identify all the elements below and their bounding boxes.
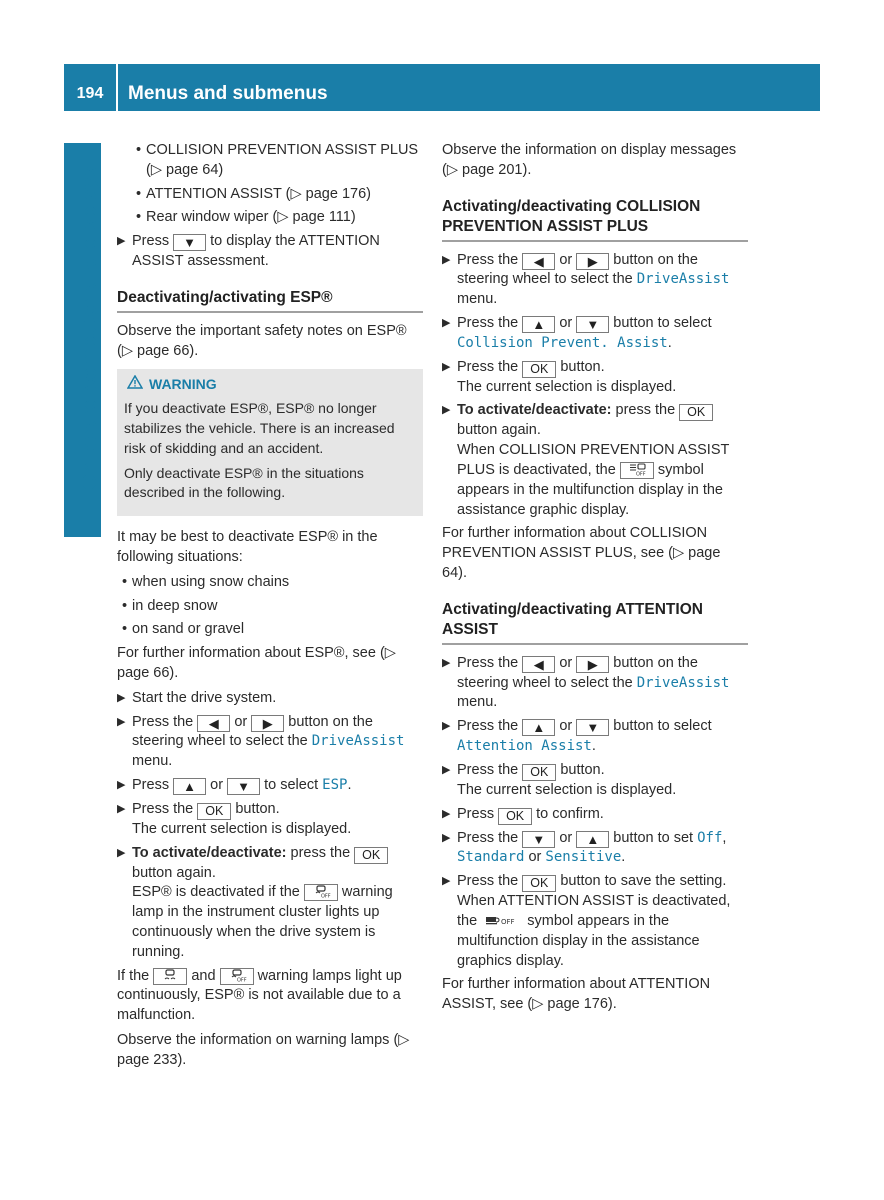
key-ok-icon: OK [197,803,231,820]
svg-text:OFF: OFF [236,977,247,982]
instruction-step: ▶ Start the drive system. [117,689,423,709]
step-arrow-icon: ▶ [442,875,451,888]
step-arrow-icon: ▶ [442,763,451,776]
instruction-step: ▶ Press the ◀ or ▶ button on the steering wheel to select the DriveAssist menu. [442,654,730,711]
chapter-title: Menus and submenus [128,83,328,104]
instruction-step: ▶ Press OK to confirm. [442,805,604,823]
paragraph: If the and OFF warning lamps light up continuously, ESP® is not available due to a malfunction. [117,967,402,1024]
step-arrow-icon: ▶ [117,846,126,859]
svg-text:OFF: OFF [635,471,646,476]
key-left-icon: ◀ [522,656,555,673]
list-item: • Rear window wiper (▷ page 111) [131,208,423,228]
header-divider [116,64,118,111]
step-arrow-icon: ▶ [442,253,451,266]
list-item: • COLLISION PREVENTION ASSIST PLUS (▷ page 64) [131,141,423,181]
instruction-step: ▶ Press the OK button. The current selection is displayed. [117,800,352,837]
step-arrow-icon: ▶ [117,235,126,248]
section-heading-attention-assist: Activating/deactivating ATTENTION ASSIST [442,600,748,645]
step-arrow-icon: ▶ [442,316,451,329]
step-arrow-icon: ▶ [117,715,126,728]
warning-text: If you deactivate ESP®, ESP® no longer stabilizes the vehicle. There is an increased risk of skidding and an accident. [124,400,395,456]
esp-off-lamp-icon [220,968,254,985]
svg-text:OFF: OFF [501,917,515,926]
step-arrow-icon: ▶ [117,778,126,791]
setting-value: Sensitive [545,849,622,866]
key-ok-icon: OK [522,875,556,892]
step-arrow-icon: ▶ [117,691,126,704]
key-ok-icon: OK [522,361,556,378]
key-down-icon: ▼ [522,831,555,848]
key-down-icon: ▼ [173,234,206,251]
setting-value: Standard [457,849,525,866]
list-item: • on sand or gravel [117,620,423,640]
key-left-icon: ◀ [522,253,555,270]
list-item: • in deep snow [117,597,423,617]
page-number: 194 [76,85,104,102]
side-tab-label: On-board computer and displays [78,165,101,490]
key-down-icon: ▼ [576,316,609,333]
left-column [117,141,423,1075]
instruction-step: ▶ Press the OK button. The current selection is displayed. [442,761,677,798]
instruction-step: ▶ To activate/deactivate: press the OK button again. ESP® is deactivated if the OFF warning lamp in the instrument cluster lights up continuously when the drive system is running. [117,844,393,960]
step-arrow-icon: ▶ [442,720,451,733]
menu-item: Attention Assist [457,737,592,754]
warning-title: WARNING [127,375,416,395]
warning-box [117,369,423,516]
step-arrow-icon: ▶ [442,404,451,417]
list-item: • ATTENTION ASSIST (▷ page 176) [131,185,423,205]
key-ok-icon: OK [498,808,532,825]
key-right-icon: ▶ [576,656,609,673]
esp-lamp-icon [153,968,187,985]
menu-item: Collision Prevent. Assist [457,334,668,351]
step-arrow-icon: ▶ [117,802,126,815]
key-left-icon: ◀ [197,715,230,732]
instruction-step: ▶ Press ▲ or ▼ to select ESP. [117,776,352,794]
key-up-icon: ▲ [522,316,555,333]
setting-value: Off [697,829,723,846]
key-ok-icon: OK [679,404,713,421]
section-heading-cpa: Activating/deactivating COLLISION PREVENTION ASSIST PLUS [442,197,748,242]
paragraph: Observe the information on warning lamps (▷ page 233). [117,1031,410,1068]
instruction-step: ▶ Press the OK button. The current selection is displayed. [442,358,677,395]
key-right-icon: ▶ [251,715,284,732]
warning-text: Only deactivate ESP® in the situations described in the following. [124,464,364,501]
step-arrow-icon: ▶ [442,656,451,669]
paragraph: Observe the information on display messages (▷ page 201). [442,142,737,178]
right-column [442,141,748,1020]
section-heading-esp: Deactivating/activating ESP® [117,288,423,313]
list-item: • when using snow chains [117,573,423,593]
key-up-icon: ▲ [173,778,206,795]
warning-triangle-icon [127,375,145,395]
menu-item: ESP [322,776,348,793]
key-down-icon: ▼ [576,719,609,736]
key-ok-icon: OK [522,764,556,781]
paragraph: For further information about ATTENTION ASSIST, see (▷ page 176). [442,976,711,1013]
key-up-icon: ▲ [522,719,555,736]
instruction-step: ▶ Press the OK button to save the setting. When ATTENTION ASSIST is deactivated, the OFF symbol appears in the multifunction display in the assistance graphics display. [442,873,731,969]
paragraph: It may be best to deactivate ESP® in the following situations: [117,529,378,565]
step-arrow-icon: ▶ [442,831,451,844]
key-ok-icon: OK [354,847,388,864]
step-arrow-icon: ▶ [442,807,451,820]
esp-off-lamp-icon [304,884,338,901]
instruction-step: ▶ Press the ◀ or ▶ button on the steering wheel to select the DriveAssist menu. [442,251,730,308]
instruction-step: ▶ Press the ▲ or ▼ button to select Collision Prevent. Assist. [442,314,712,351]
attention-assist-off-icon [481,914,523,931]
menu-name: DriveAssist [311,733,405,750]
key-up-icon: ▲ [576,831,609,848]
svg-text:OFF: OFF [320,893,331,899]
paragraph: For further information about COLLISION PREVENTION ASSIST PLUS, see (▷ page 64). [442,525,721,581]
instruction-step: ▶ Press the ◀ or ▶ button on the steering wheel to select the DriveAssist menu. [117,713,405,770]
instruction-step: ▶ To activate/deactivate: press the OK button again. When COLLISION PREVENTION ASSIST PLUS is deactivated, the OFF symbol appears in the multifunction display in the assistance graphic display. [442,402,730,518]
key-right-icon: ▶ [576,253,609,270]
menu-name: DriveAssist [636,271,730,288]
paragraph: For further information about ESP®, see (▷ page 66). [117,645,396,681]
menu-name: DriveAssist [636,674,730,691]
collision-assist-off-icon [620,462,654,479]
instruction-step: ▶ Press ▼ to display the ATTENTION ASSIST assessment. [117,233,380,269]
paragraph: Observe the important safety notes on ESP® (▷ page 66). [117,322,407,359]
key-down-icon: ▼ [227,778,260,795]
instruction-step: ▶ Press the ▲ or ▼ button to select Attention Assist. [442,718,712,754]
step-arrow-icon: ▶ [442,360,451,373]
instruction-step: ▶ Press the ▼ or ▲ button to set Off, Standard or Sensitive. [442,829,727,866]
